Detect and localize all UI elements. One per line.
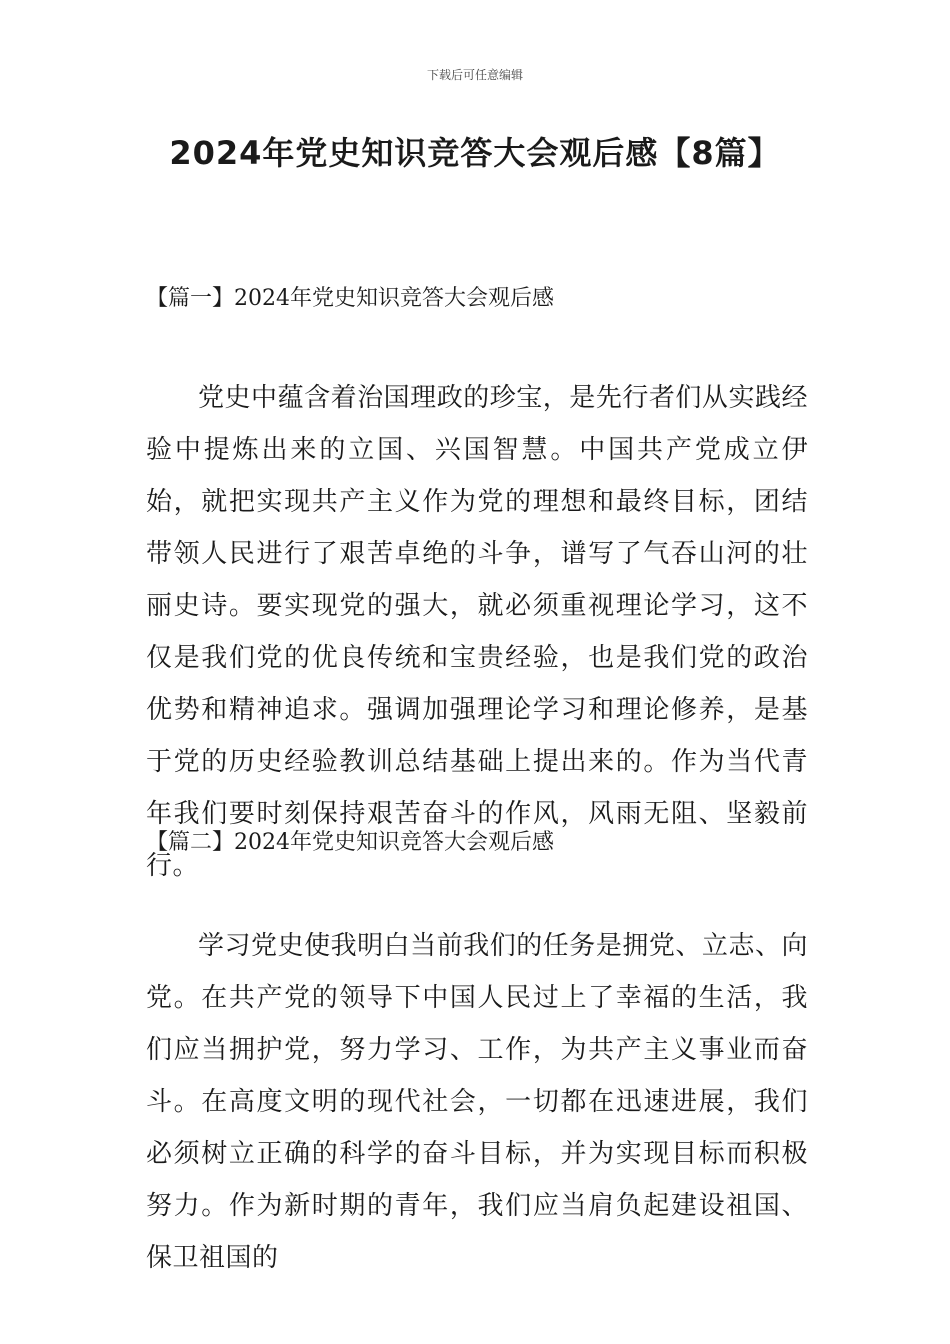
section-paragraph-2: 学习党史使我明白当前我们的任务是拥党、立志、向党。在共产党的领导下中国人民过上了幸福的生活，我们应当拥护党，努力学习、工作，为共产主义事业而奋斗。在高度文明的现代社会，一切都在迅速进展，我们必须树立正确的科学的奋斗目标，并为实现目标而积极努力。作为新时期的青年，我们应当肩负起建设祖国、保卫祖国的: [146, 931, 808, 1273]
document-title: 2024年党史知识竞答大会观后感【8篇】: [169, 134, 781, 172]
section-paragraph-1: 党史中蕴含着治国理政的珍宝，是先行者们从实践经验中提炼出来的立国、兴国智慧。中国共产党成立伊始，就把实现共产主义作为党的理想和最终目标，团结带领人民进行了艰苦卓绝的斗争，谱写了气吞山河的壮丽史诗。要实现党的强大，就必须重视理论学习，这不仅是我们党的优良传统和宝贵经验，也是我们党的政治优势和精神追求。强调加强理论学习和理论修养，是基于党的历史经验教训总结基础上提出来的。作为当代青年我们要时刻保持艰苦奋斗的作风，风雨无阻、坚毅前行。: [146, 383, 808, 881]
section-heading-2: 【篇二】2024年党史知识竞答大会观后感: [146, 830, 554, 855]
header-note: 下载后可任意编辑: [426, 68, 523, 82]
section-heading-1: 【篇一】2024年党史知识竞答大会观后感: [146, 286, 554, 311]
